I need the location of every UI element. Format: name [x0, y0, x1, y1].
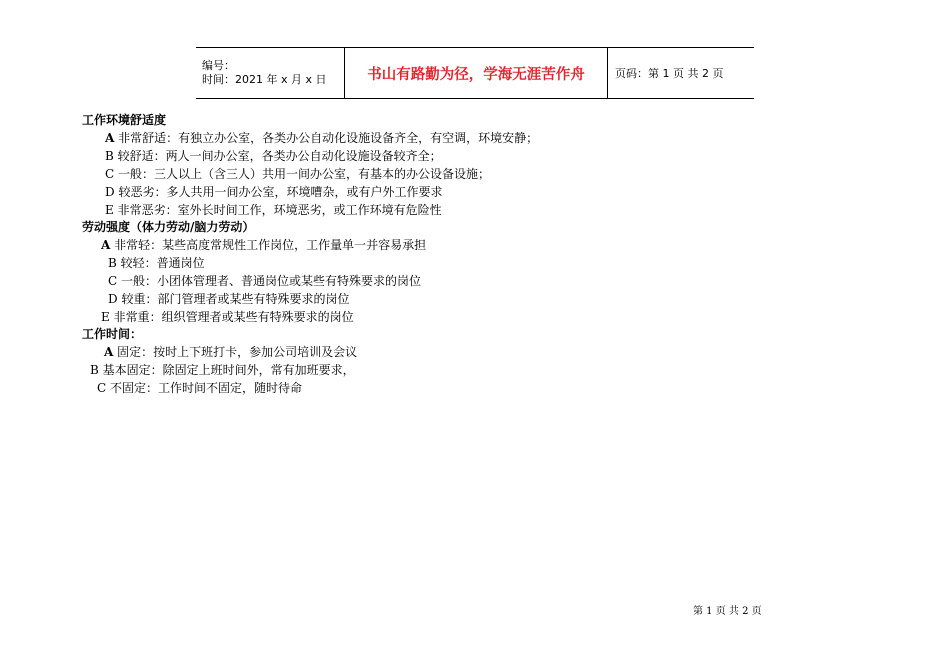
document-number-label: 编号： — [202, 59, 235, 72]
header-motto-cell — [344, 48, 608, 98]
section-title: 工作环境舒适度 — [82, 113, 167, 127]
list-item: C 一般：小团体管理者、普通岗位或某些有特殊要求的岗位 — [108, 274, 422, 288]
list-item: A 非常轻：某些高度常规性工作岗位，工作量单一并容易承担 — [101, 238, 427, 252]
list-item: D 较重：部门管理者或某些有特殊要求的岗位 — [108, 292, 350, 306]
page-header — [196, 47, 754, 99]
document-date: 时间：2021 年 x 月 x 日 — [202, 73, 327, 86]
header-meta — [196, 48, 344, 98]
list-item: B 基本固定：除固定上班时间外，常有加班要求， — [90, 363, 355, 377]
list-item: E 非常恶劣：室外长时间工作，环境恶劣，或工作环境有危险性 — [105, 203, 442, 217]
section-title: 劳动强度（体力劳动/脑力劳动） — [82, 220, 255, 234]
header-page-cell — [608, 48, 754, 98]
list-item: D 较恶劣：多人共用一间办公室，环境嘈杂，或有户外工作要求 — [105, 185, 443, 199]
header-page-number: 页码：第 1 页 共 2 页 — [615, 67, 724, 80]
list-item: A 非常舒适：有独立办公室，各类办公自动化设施设备齐全，有空调，环境安静； — [105, 131, 539, 145]
page-footer: 第 1 页 共 2 页 — [693, 606, 762, 617]
list-item: C 一般：三人以上（含三人）共用一间办公室，有基本的办公设备设施； — [105, 167, 491, 181]
list-item: A 固定：按时上下班打卡，参加公司培训及会议 — [104, 345, 358, 359]
section-title: 工作时间： — [82, 327, 143, 341]
header-motto: 书山有路勤为径，学海无涯苦作舟 — [367, 66, 585, 83]
list-item: B 较轻：普通岗位 — [108, 256, 205, 270]
list-item: B 较舒适：两人一间办公室，各类办公自动化设施设备较齐全； — [105, 149, 442, 163]
list-item: C 不固定：工作时间不固定，随时待命 — [97, 381, 303, 395]
list-item: E 非常重：组织管理者或某些有特殊要求的岗位 — [101, 310, 354, 324]
